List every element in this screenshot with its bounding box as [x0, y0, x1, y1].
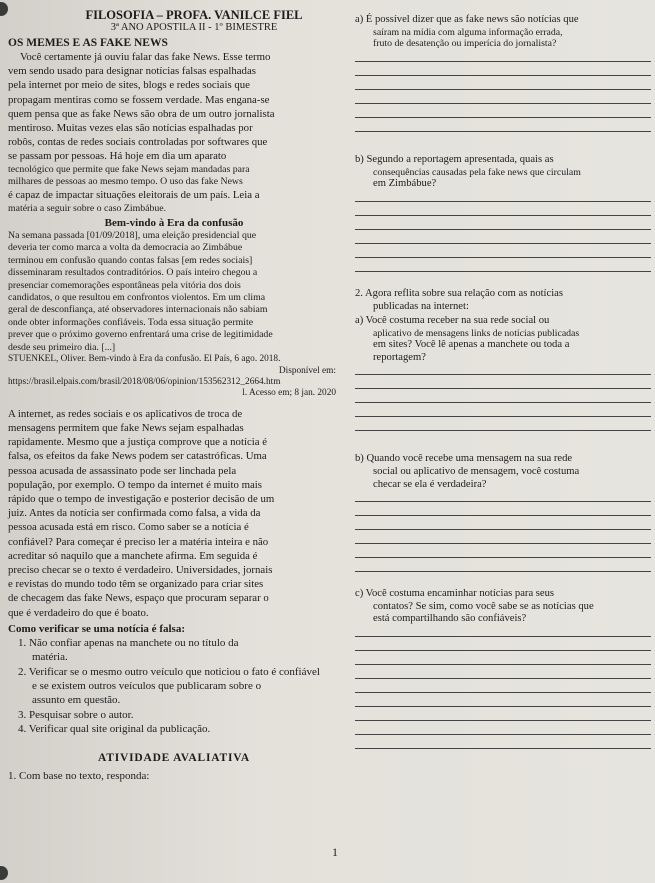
question-text: 2. Agora reflita sobre sua relação com as notícias — [355, 288, 563, 299]
intro-line: mentiroso. Muitas vezes elas são notícias espalhadas por — [8, 122, 253, 135]
body-line: confiável? Para começar é preciso ler a matéria inteira e não — [8, 535, 269, 548]
section-title: OS MEMES E AS FAKE NEWS — [8, 37, 168, 49]
news-available: Disponível em: — [278, 365, 336, 376]
question-text: aplicativo de mensagens links de notícias publicadas — [373, 327, 580, 339]
body-line: população, por exemplo. O tempo da internet é muito mais — [8, 478, 262, 491]
question-1: 1. Com base no texto, responda: — [8, 769, 150, 782]
right-column — [355, 14, 651, 749]
intro-line: robôs, contas de redes sociais controladas por softwares que — [8, 136, 268, 149]
body-line: rapidamente. Mesmo que a justiça comprove que a notícia é — [8, 436, 268, 449]
question-text: saíram na mídia com alguma informação errada, — [373, 26, 563, 38]
intro-line: propagam mentiras como se fossem verdade. Mas engana-se — [8, 93, 270, 106]
binder-hole — [0, 2, 8, 16]
question-text: em Zimbábue? — [373, 178, 437, 190]
body-line: falsa, os efeitos da fake News podem ser catastróficas. Uma — [8, 450, 267, 463]
answer-lines[interactable] — [355, 491, 651, 572]
intro-line: milhares de pessoas ao mesmo tempo. O uso das fake News — [8, 176, 243, 188]
news-excerpt — [8, 230, 340, 354]
body-line: acreditar só naquilo que a manchete afirma. Em seguida é — [8, 549, 258, 562]
question-text: reportagem? — [373, 351, 426, 363]
verify-item: 1. Não confiar apenas na manchete ou no título da — [18, 636, 239, 649]
intro-line: Você certamente já ouviu falar das fake News. Esse termo — [20, 51, 271, 63]
verify-item-cont: e se existem outros veículos que publicaram sobre o — [32, 680, 262, 692]
question-2a — [355, 315, 651, 431]
body-line: mensagens permitem que fake News sejam espalhadas — [8, 421, 244, 434]
news-citation: STUENKEL, Oliver. Bem-vindo à Era da confusão. El País, 6 ago. 2018. — [8, 354, 281, 365]
question-text: está compartilhando são confiáveis? — [373, 613, 527, 625]
course-subtitle: 3ª ANO APOSTILA II - 1º BIMESTRE — [110, 22, 278, 33]
question-text: checar se ela é verdadeira? — [373, 478, 487, 490]
intro-text — [8, 50, 340, 215]
body-line: pessoa acusada está em risco. Como saber se a notícia é — [8, 521, 249, 534]
body-line: preciso checar se o texto é verdadeiro. Universidades, jornais — [8, 563, 273, 576]
news-access-date: l. Acesso em; 8 jan. 2020 — [242, 388, 336, 399]
question-text: b) Segundo a reportagem apresentada, quais as — [355, 154, 554, 166]
intro-line: quem pensa que as fake News são obra de um outro jornalista — [8, 107, 275, 120]
intro-line: se passam por pessoas. Há hoje em dia um aparato — [8, 150, 227, 163]
course-title: FILOSOFIA – PROFA. VANILCE FIEL — [85, 8, 303, 22]
question-text: social ou aplicativo de mensagem, você costuma — [373, 465, 580, 477]
question-2b — [355, 453, 651, 572]
binder-hole — [0, 866, 8, 880]
news-line: desde seu primeiro dia. [...] — [8, 341, 116, 353]
news-url: https://brasil.elpais.com/brasil/2018/08/06/opinion/153562312_2664.htm — [8, 376, 281, 387]
answer-lines[interactable] — [355, 364, 651, 431]
verify-item: 2. Verificar se o mesmo outro veículo que noticiou o fato é confiável — [18, 665, 320, 678]
question-text: publicadas na internet: — [373, 300, 469, 312]
question-text: contatos? Se sim, como você sabe se as notícias que — [373, 600, 594, 612]
verify-item: 4. Verificar qual site original da publicação. — [18, 723, 211, 736]
answer-lines[interactable] — [355, 626, 651, 749]
question-text: fruto de desatenção ou imperícia do jornalista? — [373, 38, 557, 49]
intro-line: pela internet por meio de sites, blogs e redes sociais que — [8, 79, 250, 92]
verify-item-cont: assunto em questão. — [32, 694, 121, 707]
question-text: a) Você costuma receber na sua rede social ou — [355, 315, 550, 327]
news-line: terminou em confusão quando contas falsas [em redes sociais] — [8, 254, 253, 266]
intro-line: matéria a seguir sobre o caso Zimbábue. — [8, 202, 167, 214]
answer-lines[interactable] — [355, 191, 651, 272]
news-title: Bem-vindo à Era da confusão — [104, 217, 244, 230]
news-line: prever que o próximo governo enfrentará uma crise de legitimidade — [8, 329, 273, 341]
body-text — [8, 407, 340, 620]
news-line: onde obter informações confiáveis. Toda essa situação permite — [8, 316, 254, 328]
question-text: c) Você costuma encaminhar notícias para seus — [355, 588, 555, 600]
question-text: b) Quando você recebe uma mensagem na sua rede — [355, 453, 573, 465]
intro-line: é capaz de impactar situações eleitorais de um país. Leia a — [8, 189, 260, 202]
question-text: em sites? Você lê apenas a manchete ou toda a — [373, 339, 570, 351]
question-text: consequências causadas pela fake news que circulam — [373, 167, 581, 178]
page-number: 1 — [332, 845, 338, 859]
answer-lines[interactable] — [355, 51, 651, 132]
question-2 — [355, 288, 651, 313]
news-line: geral de desconfiança, até observadores internacionais não sabiam — [8, 304, 268, 316]
verify-title: Como verificar se uma notícia é falsa: — [8, 622, 185, 635]
question-1b — [355, 154, 651, 272]
body-line: de checagem das fake News, espaço que procuram separar o — [8, 592, 269, 605]
activity-title: ATIVIDADE AVALIATIVA — [97, 751, 251, 764]
body-line: pessoa acusada de assassinato pode ser linchada pela — [8, 464, 237, 477]
body-line: que é verdadeiro do que é boato. — [8, 606, 149, 619]
news-line: Na semana passada [01/09/2018], uma eleição presidencial que — [8, 230, 257, 242]
body-line: rápido que o tempo de investigação e posterior decisão de um — [8, 492, 275, 505]
news-line: disseminaram resultados contraditórios. O país inteiro chegou a — [8, 267, 258, 279]
intro-line: vem sendo usado para designar notícias falsas espalhadas — [8, 65, 256, 78]
verify-list — [8, 636, 340, 737]
verify-item-cont: matéria. — [32, 651, 68, 664]
question-2c — [355, 588, 651, 749]
body-line: juiz. Antes da notícia ser confirmada como falsa, a vida da — [8, 507, 261, 520]
body-line: A internet, as redes sociais e os aplicativos de troca de — [8, 407, 243, 420]
left-column — [8, 8, 340, 783]
question-text: a) É possível dizer que as fake news são notícias que — [355, 14, 579, 25]
intro-line: tecnológico que permite que fake News sejam mandadas para — [8, 163, 250, 175]
news-line: candidatos, o que resultou em confrontos violentos. Em um clima — [8, 292, 266, 304]
verify-item: 3. Pesquisar sobre o autor. — [18, 708, 134, 721]
news-line: deveria ter como marca a volta da democracia ao Zimbábue — [8, 242, 243, 254]
question-1a — [355, 14, 651, 132]
body-line: e revistas do mundo todo têm se organizado para criar sites — [8, 578, 264, 591]
news-line: presenciar comemorações espontâneas pela vitória dos dois — [8, 279, 241, 291]
